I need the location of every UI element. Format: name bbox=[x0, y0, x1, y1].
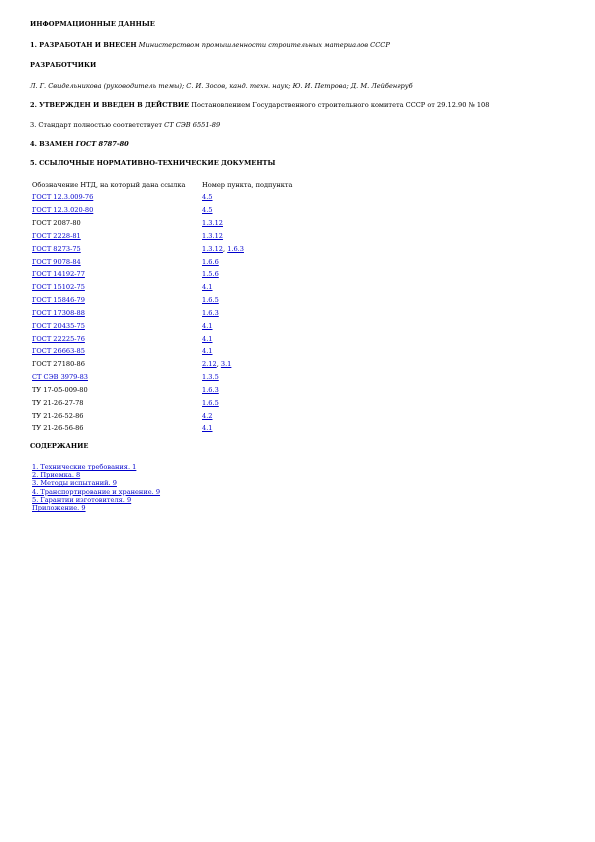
reference-points-cell bbox=[202, 384, 322, 397]
reference-points-cell bbox=[202, 217, 322, 230]
reference-points-cell bbox=[202, 230, 322, 243]
reference-document: ТУ 21-26-52-86 bbox=[32, 411, 84, 420]
reference-points-cell bbox=[202, 319, 322, 332]
section-developed-lead: 1. РАЗРАБОТАН И ВНЕСЕН bbox=[30, 41, 137, 49]
contents-item bbox=[32, 488, 160, 496]
point-link[interactable]: 4.5 bbox=[202, 206, 213, 215]
col-points-header: Номер пункта, подпункта bbox=[202, 181, 293, 190]
table-row bbox=[32, 384, 322, 397]
reference-document: ГОСТ 2087-80 bbox=[32, 218, 81, 227]
section-replaces bbox=[30, 140, 129, 148]
col-document-header: Обозначение НТД, на который дана ссылка bbox=[32, 181, 186, 190]
point-link[interactable]: 4.1 bbox=[202, 283, 213, 292]
references-table bbox=[32, 180, 322, 435]
reference-points-cell bbox=[202, 371, 322, 384]
contents-item bbox=[32, 471, 160, 479]
reference-document-cell bbox=[32, 294, 202, 307]
point-link[interactable]: 4.5 bbox=[202, 193, 213, 202]
contents-item bbox=[32, 463, 160, 471]
point-link[interactable]: 1.6.5 bbox=[202, 398, 219, 407]
table-row bbox=[32, 371, 322, 384]
section-replaces-text: 4. ВЗАМЕН bbox=[30, 140, 76, 148]
reference-points-cell bbox=[202, 268, 322, 281]
reference-points-cell bbox=[202, 397, 322, 410]
reference-document-link[interactable]: ГОСТ 22225-76 bbox=[32, 334, 85, 343]
table-row bbox=[32, 242, 322, 255]
reference-document-cell bbox=[32, 332, 202, 345]
section-conformity bbox=[30, 121, 220, 129]
contents-item bbox=[32, 479, 160, 487]
point-separator: , bbox=[216, 360, 221, 369]
table-row bbox=[32, 268, 322, 281]
reference-points-cell bbox=[202, 242, 322, 255]
contents-item bbox=[32, 496, 160, 504]
reference-document-cell bbox=[32, 191, 202, 204]
reference-document-link[interactable]: ГОСТ 12.3.009-76 bbox=[32, 193, 94, 202]
point-link[interactable]: 1.5.6 bbox=[202, 270, 219, 279]
reference-document-link[interactable]: СТ СЭВ 3979-83 bbox=[32, 373, 88, 382]
reference-document-cell bbox=[32, 358, 202, 371]
table-row bbox=[32, 230, 322, 243]
reference-points-cell bbox=[202, 307, 322, 320]
point-link[interactable]: 4.1 bbox=[202, 347, 213, 356]
contents-link[interactable]: 1. Технические требования. 1 bbox=[32, 463, 137, 471]
reference-document-cell bbox=[32, 397, 202, 410]
reference-document-link[interactable]: ГОСТ 15102-75 bbox=[32, 283, 85, 292]
reference-points-cell bbox=[202, 345, 322, 358]
section-conformity-text: 3. Стандарт полностью соответствует bbox=[30, 121, 165, 129]
table-row bbox=[32, 397, 322, 410]
point-link[interactable]: 1.3.12 bbox=[202, 244, 223, 253]
section-approved bbox=[30, 101, 489, 109]
reference-document-cell bbox=[32, 281, 202, 294]
reference-document-cell bbox=[32, 384, 202, 397]
point-link[interactable]: 1.6.3 bbox=[227, 244, 244, 253]
references-table-header bbox=[32, 180, 322, 191]
reference-document-link[interactable]: ГОСТ 17308-88 bbox=[32, 308, 85, 317]
reference-document-cell bbox=[32, 371, 202, 384]
table-row bbox=[32, 332, 322, 345]
reference-document-cell bbox=[32, 204, 202, 217]
reference-document-cell bbox=[32, 255, 202, 268]
section-replaces-ref: ГОСТ 8787-80 bbox=[75, 140, 129, 148]
table-row bbox=[32, 345, 322, 358]
reference-points-cell bbox=[202, 255, 322, 268]
reference-points-cell bbox=[202, 191, 322, 204]
reference-document-cell bbox=[32, 268, 202, 281]
table-row bbox=[32, 204, 322, 217]
contents-link[interactable]: 5. Гарантии изготовителя. 9 bbox=[32, 495, 132, 504]
contents-link[interactable]: Приложение. 9 bbox=[32, 503, 86, 512]
reference-document-cell bbox=[32, 307, 202, 320]
reference-document: ТУ 17-05-009-80 bbox=[32, 385, 88, 394]
reference-document-cell bbox=[32, 422, 202, 435]
reference-document-cell bbox=[32, 217, 202, 230]
info-title: ИНФОРМАЦИОННЫЕ ДАННЫЕ bbox=[30, 20, 155, 28]
reference-document-cell bbox=[32, 319, 202, 332]
table-row bbox=[32, 358, 322, 371]
section-conformity-ref: СТ СЭВ 6551-89 bbox=[164, 121, 221, 129]
contents-item bbox=[32, 504, 160, 512]
reference-document-link[interactable]: ГОСТ 8273-75 bbox=[32, 244, 81, 253]
developers-heading: РАЗРАБОТЧИКИ bbox=[30, 61, 97, 69]
reference-document-link[interactable]: ГОСТ 26663-85 bbox=[32, 347, 85, 356]
point-link[interactable]: 1.6.3 bbox=[202, 308, 219, 317]
point-link[interactable]: 1.6.5 bbox=[202, 296, 219, 305]
point-separator: , bbox=[222, 244, 228, 253]
table-row bbox=[32, 319, 322, 332]
point-link[interactable]: 4.1 bbox=[202, 321, 213, 330]
section-approved-lead: 2. УТВЕРЖДЕН И ВВЕДЕН В ДЕЙСТВИЕ bbox=[30, 101, 190, 109]
reference-points-cell bbox=[202, 281, 322, 294]
reference-document-link[interactable]: ГОСТ 15846-79 bbox=[32, 296, 85, 305]
reference-points-cell bbox=[202, 409, 322, 422]
point-link[interactable]: 1.3.5 bbox=[202, 373, 219, 382]
reference-document-cell bbox=[32, 345, 202, 358]
point-link[interactable]: 4.1 bbox=[202, 334, 213, 343]
reference-document-link[interactable]: ГОСТ 20435-75 bbox=[32, 321, 85, 330]
reference-document-cell bbox=[32, 409, 202, 422]
contents-heading: СОДЕРЖАНИЕ bbox=[30, 442, 89, 450]
section-developed bbox=[30, 41, 390, 49]
table-row bbox=[32, 294, 322, 307]
contents-link[interactable]: 4. Транспортирование и хранение. 9 bbox=[32, 487, 161, 496]
reference-document-cell bbox=[32, 242, 202, 255]
contents-link[interactable]: 2. Приемка. 8 bbox=[32, 471, 81, 480]
reference-points-cell bbox=[202, 422, 322, 435]
section-developed-text: Министерством промышленности строительных материалов СССР bbox=[136, 41, 390, 49]
point-link[interactable]: 3.1 bbox=[220, 360, 232, 369]
reference-points-cell bbox=[202, 332, 322, 345]
table-row bbox=[32, 255, 322, 268]
point-link[interactable]: 2.12 bbox=[202, 360, 217, 369]
reference-document: ТУ 21-26-56-86 bbox=[32, 424, 84, 433]
reference-document-link[interactable]: ГОСТ 12.3.020-80 bbox=[32, 206, 94, 215]
contents-list bbox=[32, 463, 160, 512]
reference-points-cell bbox=[202, 294, 322, 307]
table-row bbox=[32, 422, 322, 435]
point-link[interactable]: 1.6.6 bbox=[202, 257, 219, 266]
reference-points-cell bbox=[202, 204, 322, 217]
reference-document: ГОСТ 27180-86 bbox=[32, 360, 85, 369]
table-row bbox=[32, 281, 322, 294]
reference-document-cell bbox=[32, 230, 202, 243]
table-row bbox=[32, 409, 322, 422]
reference-document: ТУ 21-26-27-78 bbox=[32, 398, 84, 407]
table-row bbox=[32, 307, 322, 320]
table-row bbox=[32, 191, 322, 204]
point-link[interactable]: 1.3.12 bbox=[202, 218, 223, 227]
reference-document-link[interactable]: ГОСТ 9078-84 bbox=[32, 257, 81, 266]
reference-document-link[interactable]: ГОСТ 2228-81 bbox=[32, 231, 81, 240]
point-link[interactable]: 1.6.3 bbox=[202, 385, 219, 394]
point-link[interactable]: 4.2 bbox=[202, 411, 213, 420]
reference-document-link[interactable]: ГОСТ 14192-77 bbox=[32, 270, 85, 279]
section-references-title: 5. ССЫЛОЧНЫЕ НОРМАТИВНО-ТЕХНИЧЕСКИЕ ДОКУМЕНТЫ bbox=[30, 159, 276, 167]
point-link[interactable]: 1.3.12 bbox=[202, 231, 223, 240]
table-row bbox=[32, 217, 322, 230]
contents-link[interactable]: 3. Методы испытаний. 9 bbox=[32, 479, 117, 488]
developers-names: Л. Г. Свидельникова (руководитель темы); С. И. Зосов, канд. техн. наук; Ю. И. Петрова; Д. М. Лейбенгруб bbox=[30, 82, 413, 90]
point-link[interactable]: 4.1 bbox=[202, 424, 213, 433]
reference-points-cell bbox=[202, 358, 322, 371]
section-approved-text: Постановлением Государственного строительного комитета СССР от 29.12.90 № 108 bbox=[189, 101, 490, 109]
